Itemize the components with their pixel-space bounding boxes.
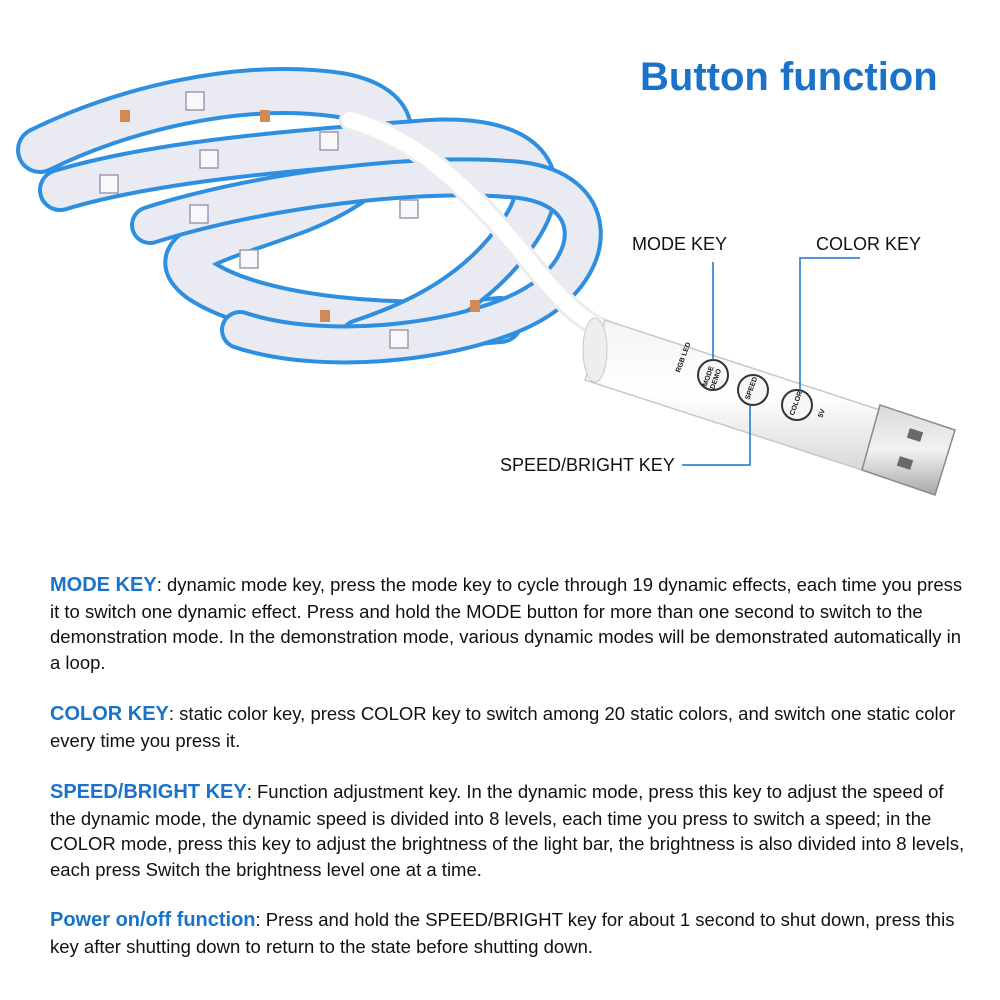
mode-key-description [50,572,970,675]
speed-button-label: SPEED [744,376,760,401]
color-key-callout: COLOR KEY [816,234,922,254]
color-key-description [50,701,970,753]
color-button-label: COLOR [789,390,805,417]
speed-key-callout: SPEED/BRIGHT KEY [500,455,675,475]
color-key-term: COLOR KEY [50,703,169,725]
controller-brand-label: RGB LED [675,341,693,374]
power-description [50,907,970,959]
speed-key-description [50,779,970,882]
power-term: Power on/off function [50,909,256,931]
power-text: : Press and hold the SPEED/BRIGHT key for about 1 second to shut down, press this key after shutting down to return to the state before shutting down. [50,909,955,957]
speed-key-term: SPEED/BRIGHT KEY [50,781,247,803]
mode-key-term: MODE KEY [50,574,157,596]
speed-key-text: : Function adjustment key. In the dynamic mode, press this key to adjust the speed of the dynamic mode, the dynamic speed is divided into 8 levels, each time you press to switch a speed; in the COLOR mode, press this key to adjust the brightness of the light bar, the brightness is also divided into 8 levels, each press Switch the brightness level one at a time. [50,781,965,880]
color-key-text: : static color key, press COLOR key to switch among 20 static colors, and switch one static color every time you press it. [50,703,956,751]
mode-key-callout: MODE KEY [632,234,728,254]
voltage-label: 5V [817,408,828,419]
page-title: Button function [640,55,938,99]
mode-button-label: MODE DEMO [701,365,724,391]
mode-key-text: : dynamic mode key, press the mode key to cycle through 19 dynamic effects, each time you press it to switch one dynamic effect. Press and hold the MODE button for more than one second to switch to the demonstration mode. In the demonstration mode, various dynamic modes will be demonstrated automatically in a loop. [50,574,963,673]
